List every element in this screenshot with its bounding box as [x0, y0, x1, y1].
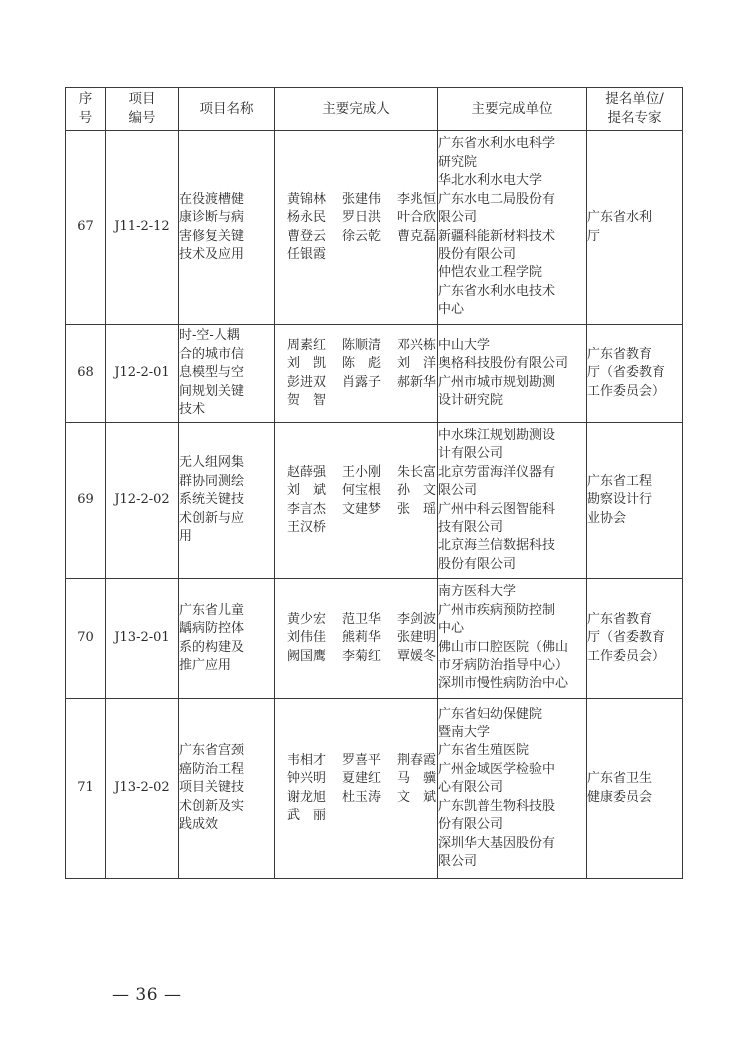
unit-line: 中山大学 [438, 337, 491, 353]
person-name: 范卫华 [342, 611, 382, 627]
row-code: J12-2-02 [106, 423, 179, 579]
person-name: 荆春霞 [397, 752, 437, 768]
person-name: 李菊红 [342, 648, 382, 664]
header-units: 主要完成单位 [438, 88, 587, 131]
unit-line: 中心 [438, 621, 465, 637]
nominator-line: 广东省卫生 [587, 771, 653, 787]
unit-line: 限公司 [438, 210, 478, 226]
project-name-line: 间规划关键 [179, 383, 245, 399]
person-name: 刘伟佳 [287, 630, 327, 646]
unit-line: 广东凯普生物科技股 [438, 798, 556, 814]
person-name: 周素红 [287, 337, 327, 353]
person-name: 张 瑶 [397, 501, 437, 517]
awards-table [65, 87, 683, 879]
table-row [66, 699, 683, 879]
header-seq: 序 号 [66, 88, 106, 131]
project-name-line: 广东省儿童 [179, 602, 245, 618]
person-name: 文建梦 [342, 501, 382, 517]
person-name: 邓兴栋 [397, 337, 437, 353]
person-name: 何宝根 [342, 483, 382, 499]
row-project-name [179, 699, 275, 879]
project-name-line: 技术 [179, 402, 206, 418]
project-name-line: 术创新及实 [179, 798, 245, 814]
nominator-line: 健康委员会 [587, 789, 653, 805]
row-seq: 69 [66, 423, 106, 579]
person-name: 李兆恒 [397, 191, 437, 207]
nominator-line: 厅（省委教育 [587, 365, 666, 381]
project-name-line: 系统关键技 [179, 492, 245, 508]
nominator-line: 厅（省委教育 [587, 630, 666, 646]
nominator-line: 厅 [587, 228, 601, 244]
person-name: 刘 洋 [397, 356, 437, 372]
row-people [275, 699, 438, 879]
project-name-line: 在役渡槽健 [179, 191, 245, 207]
person-name: 熊莉华 [342, 630, 382, 646]
row-nominator [587, 131, 683, 325]
nominator-line: 勘察设计行 [587, 492, 653, 508]
person-name: 杨永民 [287, 210, 327, 226]
person-name: 贺 智 [287, 392, 327, 408]
nominator-line: 业协会 [587, 510, 627, 526]
project-name-line: 践成效 [179, 817, 219, 833]
unit-line: 仲恺农业工程学院 [438, 265, 543, 281]
project-name-line: 合的城市信 [179, 346, 245, 362]
project-name-line: 术创新与应 [179, 510, 245, 526]
person-name: 杜玉涛 [342, 789, 382, 805]
unit-line: 中水珠江规划勘测设 [438, 427, 556, 443]
unit-line: 份有限公司 [438, 817, 504, 833]
row-project-name [179, 325, 275, 423]
row-nominator [587, 699, 683, 879]
person-name: 张建伟 [342, 191, 382, 207]
unit-line: 暨南大学 [438, 725, 491, 741]
unit-line: 广东省水利水电科学 [438, 136, 556, 152]
person-name: 徐云乾 [342, 228, 382, 244]
project-name-line: 癌防治工程 [179, 761, 245, 777]
project-name-line: 息模型与空 [179, 365, 245, 381]
person-name: 彭进双 [287, 374, 327, 390]
person-name: 李言杰 [287, 501, 327, 517]
person-name: 韦相才 [287, 752, 327, 768]
unit-line: 广州市城市规划勘测 [438, 374, 556, 390]
person-name: 罗喜平 [342, 752, 382, 768]
unit-line: 新疆科能新材料技术 [438, 228, 556, 244]
row-seq: 70 [66, 579, 106, 699]
row-code: J13-2-02 [106, 699, 179, 879]
person-name: 覃媛冬 [397, 648, 437, 664]
unit-line: 广州市疾病预防控制 [438, 602, 556, 618]
unit-line: 市牙病防治指导中心） [438, 657, 569, 673]
header-name: 项目名称 [179, 88, 275, 131]
person-name: 陈 彪 [342, 356, 382, 372]
unit-line: 华北水利水电大学 [438, 173, 543, 189]
table-header-row [66, 88, 683, 131]
row-project-name [179, 131, 275, 325]
row-nominator [587, 325, 683, 423]
page-number: — 36 — [112, 985, 182, 1005]
row-code: J13-2-01 [106, 579, 179, 699]
person-name: 曹登云 [287, 228, 327, 244]
nominator-line: 工作委员会） [587, 383, 666, 399]
unit-line: 技有限公司 [438, 519, 504, 535]
project-name-line: 广东省宫颈 [179, 743, 245, 759]
unit-line: 限公司 [438, 483, 478, 499]
person-name: 黄锦林 [287, 191, 327, 207]
nominator-line: 广东省教育 [587, 346, 653, 362]
unit-line: 广东省妇幼保健院 [438, 706, 543, 722]
row-seq: 71 [66, 699, 106, 879]
person-name: 任银霞 [287, 246, 327, 262]
project-name-line: 龋病防控体 [179, 621, 245, 637]
person-name: 马 骥 [397, 771, 437, 787]
person-name: 郝新华 [397, 374, 437, 390]
unit-line: 计有限公司 [438, 446, 504, 462]
person-name: 王汉桥 [287, 519, 327, 535]
nominator-line: 广东省教育 [587, 611, 653, 627]
person-name: 阙国鹰 [287, 648, 327, 664]
table-row [66, 131, 683, 325]
project-name-line: 技术及应用 [179, 246, 245, 262]
project-name-line: 用 [179, 529, 193, 545]
project-name-line: 康诊断与病 [179, 210, 245, 226]
table-row [66, 423, 683, 579]
person-name: 朱长富 [397, 464, 437, 480]
unit-line: 奥格科技股份有限公司 [438, 356, 569, 372]
person-name: 王小刚 [342, 464, 382, 480]
unit-line: 股份有限公司 [438, 556, 517, 572]
unit-line: 限公司 [438, 853, 478, 869]
row-nominator [587, 423, 683, 579]
person-name: 赵薛强 [287, 464, 327, 480]
nominator-line: 工作委员会） [587, 648, 666, 664]
unit-line: 心有限公司 [438, 780, 504, 796]
person-name: 张建明 [397, 630, 437, 646]
unit-line: 北京劳雷海洋仪器有 [438, 464, 556, 480]
row-code: J12-2-01 [106, 325, 179, 423]
unit-line: 广东水电二局股份有 [438, 191, 556, 207]
nominator-line: 广东省水利 [587, 210, 653, 226]
row-units [438, 579, 587, 699]
person-name: 文 斌 [397, 789, 437, 805]
row-project-name [179, 423, 275, 579]
project-name-line: 群协同测绘 [179, 473, 245, 489]
project-name-line: 项目关键技 [179, 780, 245, 796]
row-units [438, 325, 587, 423]
unit-line: 广州金域医学检验中 [438, 761, 556, 777]
unit-line: 中心 [438, 302, 465, 318]
person-name: 钟兴明 [287, 771, 327, 787]
person-name: 刘 斌 [287, 483, 327, 499]
row-seq: 68 [66, 325, 106, 423]
unit-line: 广州中科云图智能科 [438, 501, 556, 517]
project-name-line: 系的构建及 [179, 639, 245, 655]
row-people [275, 579, 438, 699]
project-name-line: 推广应用 [179, 657, 232, 673]
unit-line: 广东省生殖医院 [438, 743, 530, 759]
table-row [66, 325, 683, 423]
row-people [275, 131, 438, 325]
row-code: J11-2-12 [106, 131, 179, 325]
person-name: 孙 文 [397, 483, 437, 499]
project-name-line: 时-空-人耦 [179, 328, 240, 344]
person-name: 夏建红 [342, 771, 382, 787]
person-name: 黄少宏 [287, 611, 327, 627]
header-code: 项目 编号 [106, 88, 179, 131]
person-name: 叶合欣 [397, 210, 437, 226]
person-name: 武 丽 [287, 807, 327, 823]
table-row [66, 579, 683, 699]
row-units [438, 699, 587, 879]
unit-line: 股份有限公司 [438, 246, 517, 262]
unit-line: 广东省水利水电技术 [438, 283, 556, 299]
row-nominator [587, 579, 683, 699]
header-nominator: 提名单位/ 提名专家 [587, 88, 683, 131]
person-name: 罗日洪 [342, 210, 382, 226]
unit-line: 深圳华大基因股份有 [438, 835, 556, 851]
person-name: 肖露子 [342, 374, 382, 390]
project-name-line: 害修复关键 [179, 228, 245, 244]
person-name: 李剑波 [397, 611, 437, 627]
unit-line: 佛山市口腔医院（佛山 [438, 639, 569, 655]
row-people [275, 423, 438, 579]
unit-line: 深圳市慢性病防治中心 [438, 676, 569, 692]
unit-line: 研究院 [438, 154, 478, 170]
header-people: 主要完成人 [275, 88, 438, 131]
person-name: 谢龙旭 [287, 789, 327, 805]
nominator-line: 广东省工程 [587, 473, 653, 489]
unit-line: 北京海兰信数据科技 [438, 538, 556, 554]
row-units [438, 423, 587, 579]
unit-line: 南方医科大学 [438, 584, 517, 600]
person-name: 刘 凯 [287, 356, 327, 372]
row-units [438, 131, 587, 325]
project-name-line: 无人组网集 [179, 455, 245, 471]
unit-line: 设计研究院 [438, 392, 504, 408]
row-seq: 67 [66, 131, 106, 325]
person-name: 曹克磊 [397, 228, 437, 244]
row-people [275, 325, 438, 423]
person-name: 陈顺清 [342, 337, 382, 353]
row-project-name [179, 579, 275, 699]
